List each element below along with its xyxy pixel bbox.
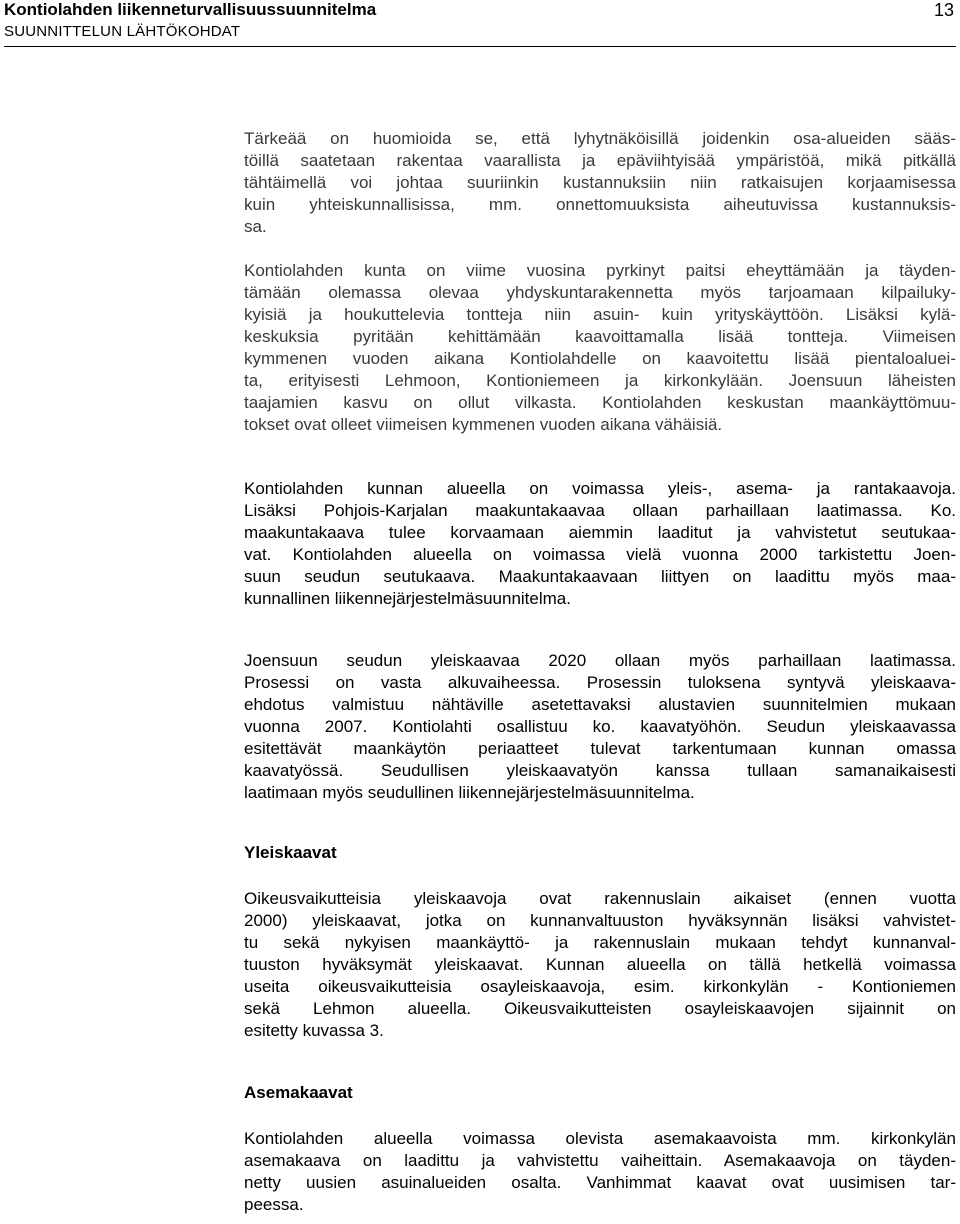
text-line: maakuntakaava tulee korvaamaan aiemmin laaditut ja vahvistetut seutukaa- xyxy=(244,523,956,542)
text-line: useita oikeusvaikutteisia osayleiskaavoja, esim. kirkonkylän - Kontioniemen xyxy=(244,977,956,996)
text-line: Joensuun seudun yleiskaavaa 2020 ollaan myös parhaillaan laatimassa. xyxy=(244,651,956,670)
text-line: laatimaan myös seudullinen liikennejärjestelmäsuunnitelma. xyxy=(244,783,695,802)
text-line: Prosessi on vasta alkuvaiheessa. Prosessin tuloksena syntyvä yleiskaava- xyxy=(244,673,956,692)
text-line: kaavatyössä. Seudullisen yleiskaavatyön kanssa tullaan samanaikaisesti xyxy=(244,761,956,780)
section-heading-asemakaavat: Asemakaavat xyxy=(244,1083,353,1102)
text-line: tokset ovat olleet viimeisen kymmenen vuoden aikana vähäisiä. xyxy=(244,415,723,434)
text-line: tähtäimellä voi johtaa suuriinkin kustannuksiin niin ratkaisujen korjaamisessa xyxy=(244,173,956,192)
text-line: Kontiolahden alueella voimassa olevista asemakaavoista mm. kirkonkylän xyxy=(244,1129,956,1148)
text-line: vat. Kontiolahden alueella on voimassa vielä vuonna 2000 tarkistettu Joen- xyxy=(244,545,956,564)
text-line: tämään olemassa olevaa yhdyskuntarakennetta myös tarjoamaan kilpailuky- xyxy=(244,283,956,302)
text-line: esitettävät maankäytön periaatteet tulevat tarkentumaan kunnan omassa xyxy=(244,739,956,758)
text-line: tuuston hyväksymät yleiskaavat. Kunnan alueella on tällä hetkellä voimassa xyxy=(244,955,956,974)
text-line: Kontiolahden kunta on viime vuosina pyrkinyt paitsi eheyttämään ja täyden- xyxy=(244,261,956,280)
document-title: Kontiolahden liikenneturvallisuussuunnitelma xyxy=(4,0,377,19)
text-line: kuin yhteiskunnallisissa, mm. onnettomuuksista aiheutuvissa kustannuksis- xyxy=(244,195,956,214)
text-line: 2000) yleiskaavat, jotka on kunnanvaltuuston hyväksynnän lisäksi vahvistet- xyxy=(244,911,956,930)
paragraph-2 xyxy=(244,260,956,436)
text-line: kymmenen vuoden aikana Kontiolahdelle on kaavoitettu lisää pientaloaluei- xyxy=(244,349,956,368)
text-line: suun seudun seutukaava. Maakuntakaavaan liittyen on laadittu myös maa- xyxy=(244,567,956,586)
paragraph-1 xyxy=(244,128,956,238)
text-line: keskuksia pyritään kehittämään kaavoittamalla lisää tontteja. Viimeisen xyxy=(244,327,956,346)
text-line: ehdotus valmistuu nähtäville asetettavaksi alustavien suunnitelmien mukaan xyxy=(244,695,956,714)
header-rule xyxy=(4,46,956,47)
text-line: netty uusien asuinalueiden osalta. Vanhimmat kaavat ovat uusimisen tar- xyxy=(244,1173,956,1192)
paragraph-3 xyxy=(244,478,956,610)
text-line: ta, erityisesti Lehmoon, Kontioniemeen ja kirkonkylään. Joensuun läheisten xyxy=(244,371,956,390)
text-line: sekä Lehmon alueella. Oikeusvaikutteisten osayleiskaavojen sijainnit on xyxy=(244,999,956,1018)
text-line: Kontiolahden kunnan alueella on voimassa yleis-, asema- ja rantakaavoja. xyxy=(244,479,956,498)
text-line: kyisiä ja houkuttelevia tontteja niin asuin- kuin yrityskäyttöön. Lisäksi kylä- xyxy=(244,305,956,324)
text-line: kunnallinen liikennejärjestelmäsuunnitelma. xyxy=(244,589,571,608)
chapter-title: SUUNNITTELUN LÄHTÖKOHDAT xyxy=(4,23,241,40)
paragraph-asemakaavat xyxy=(244,1128,956,1216)
paragraph-yleiskaavat xyxy=(244,888,956,1042)
text-line: peessa. xyxy=(244,1195,304,1214)
text-line: esitetty kuvassa 3. xyxy=(244,1021,384,1040)
text-line: taajamien kasvu on ollut vilkasta. Kontiolahden keskustan maankäyttömuu- xyxy=(244,393,956,412)
text-line: asemakaava on laadittu ja vahvistettu vaiheittain. Asemakaavoja on täyden- xyxy=(244,1151,956,1170)
section-heading-yleiskaavat: Yleiskaavat xyxy=(244,843,337,862)
text-line: vuonna 2007. Kontiolahti osallistuu ko. kaavatyöhön. Seudun yleiskaavassa xyxy=(244,717,956,736)
text-line: töillä saatetaan rakentaa vaarallista ja epäviihtyisää ympäristöä, mikä pitkällä xyxy=(244,151,956,170)
text-line: sa. xyxy=(244,217,267,236)
text-line: Lisäksi Pohjois-Karjalan maakuntakaavaa ollaan parhaillaan laatimassa. Ko. xyxy=(244,501,956,520)
text-line: Tärkeää on huomioida se, että lyhytnäköisillä joidenkin osa-alueiden sääs- xyxy=(244,129,956,148)
text-line: tu sekä nykyisen maankäyttö- ja rakennuslain mukaan tehdyt kunnanval- xyxy=(244,933,956,952)
paragraph-4 xyxy=(244,650,956,804)
page-number: 13 xyxy=(933,0,954,20)
text-line: Oikeusvaikutteisia yleiskaavoja ovat rakennuslain aikaiset (ennen vuotta xyxy=(244,889,956,908)
